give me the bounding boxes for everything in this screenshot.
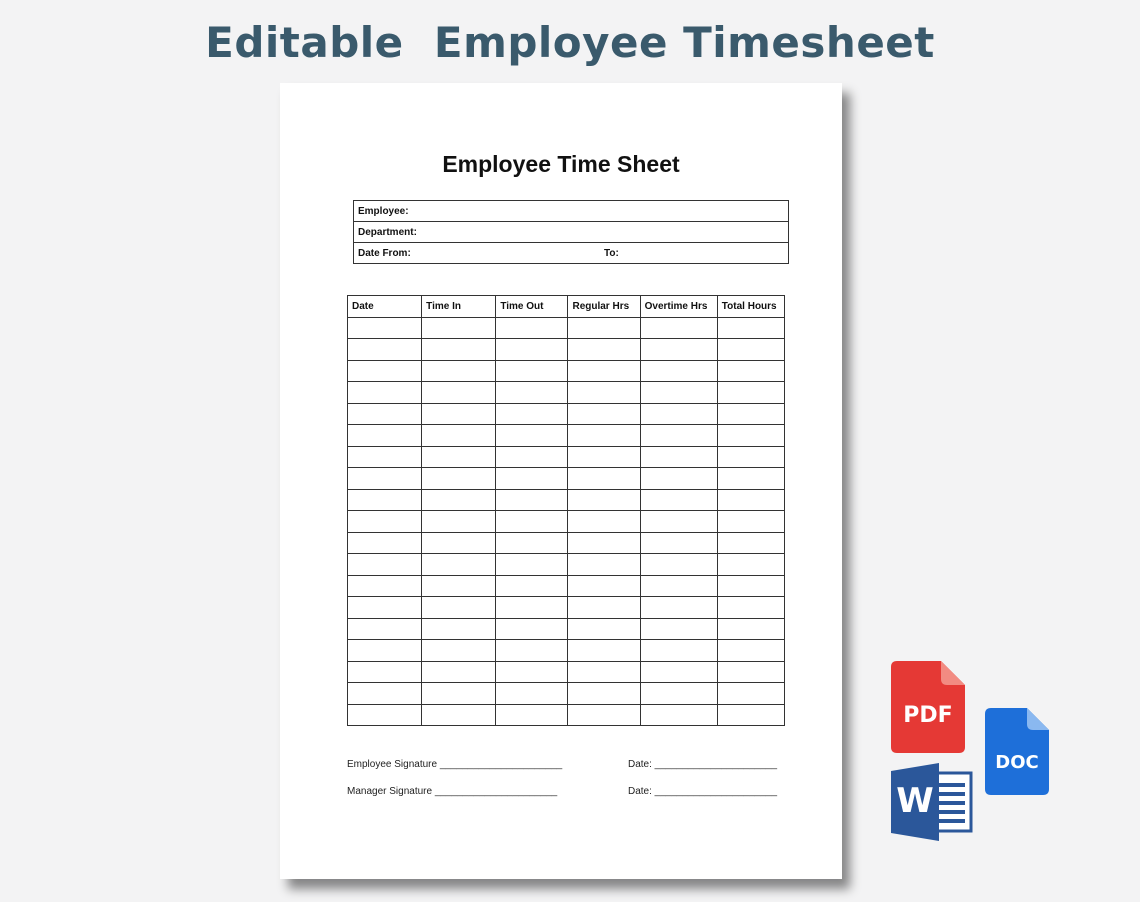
banner-title: Editable Employee Timesheet [205, 18, 935, 67]
table-cell[interactable] [717, 661, 784, 683]
table-row [348, 489, 785, 511]
employee-signature-line[interactable]: Employee Signature ______________________ [347, 759, 563, 770]
table-cell[interactable] [717, 683, 784, 705]
table-cell[interactable] [717, 446, 784, 468]
table-cell[interactable] [496, 554, 568, 576]
table-cell[interactable] [640, 317, 717, 339]
table-cell[interactable] [640, 554, 717, 576]
table-cell[interactable] [568, 425, 640, 447]
table-cell[interactable] [422, 661, 496, 683]
table-cell[interactable] [496, 425, 568, 447]
table-cell[interactable] [717, 339, 784, 361]
doc-file-icon [985, 708, 1049, 795]
table-cell[interactable] [348, 532, 422, 554]
table-row [348, 554, 785, 576]
table-cell[interactable] [640, 403, 717, 425]
table-cell[interactable] [717, 575, 784, 597]
table-cell[interactable] [568, 532, 640, 554]
table-cell[interactable] [640, 511, 717, 533]
table-cell[interactable] [568, 683, 640, 705]
table-cell[interactable] [717, 597, 784, 619]
to-label: To: [604, 248, 619, 259]
table-cell[interactable] [348, 339, 422, 361]
table-cell[interactable] [496, 382, 568, 404]
table-cell[interactable] [640, 575, 717, 597]
table-cell[interactable] [640, 597, 717, 619]
date-range-field[interactable] [354, 243, 789, 264]
table-cell[interactable] [422, 683, 496, 705]
table-cell[interactable] [496, 360, 568, 382]
table-cell[interactable] [496, 468, 568, 490]
table-cell[interactable] [348, 446, 422, 468]
table-cell[interactable] [717, 511, 784, 533]
employee-info-table [353, 200, 789, 264]
table-cell[interactable] [348, 317, 422, 339]
table-cell[interactable] [640, 532, 717, 554]
table-cell[interactable] [568, 339, 640, 361]
column-header-time-in: Time In [422, 296, 496, 318]
table-cell[interactable] [422, 704, 496, 726]
table-cell[interactable] [422, 382, 496, 404]
table-cell[interactable] [568, 489, 640, 511]
department-row [354, 222, 789, 243]
timesheet-document [280, 83, 842, 879]
table-row [348, 446, 785, 468]
table-cell[interactable] [422, 511, 496, 533]
table-cell[interactable] [640, 468, 717, 490]
table-cell[interactable] [568, 704, 640, 726]
table-row [348, 360, 785, 382]
time-entries-table [347, 295, 785, 726]
table-cell[interactable] [348, 489, 422, 511]
table-cell[interactable] [640, 382, 717, 404]
column-header-date: Date [348, 296, 422, 318]
table-cell[interactable] [496, 597, 568, 619]
table-cell[interactable] [640, 704, 717, 726]
table-cell[interactable] [717, 489, 784, 511]
table-cell[interactable] [422, 317, 496, 339]
table-cell[interactable] [717, 425, 784, 447]
table-row [348, 597, 785, 619]
table-cell[interactable] [568, 446, 640, 468]
table-cell[interactable] [568, 575, 640, 597]
word-app-icon [891, 763, 973, 841]
table-row [348, 511, 785, 533]
table-cell[interactable] [348, 554, 422, 576]
table-row [348, 317, 785, 339]
table-cell[interactable] [717, 618, 784, 640]
word-letter: W [896, 781, 934, 821]
table-cell[interactable] [568, 618, 640, 640]
table-cell[interactable] [568, 317, 640, 339]
table-cell[interactable] [348, 425, 422, 447]
column-header-overtime-hrs: Overtime Hrs [640, 296, 717, 318]
table-cell[interactable] [348, 403, 422, 425]
table-cell[interactable] [496, 683, 568, 705]
table-cell[interactable] [348, 468, 422, 490]
table-row [348, 468, 785, 490]
manager-signature-line[interactable]: Manager Signature ______________________ [347, 786, 558, 797]
time-entries-body [348, 317, 785, 726]
employee-signature-date[interactable]: Date: ______________________ [628, 759, 778, 770]
table-cell[interactable] [640, 360, 717, 382]
pdf-file-icon [891, 661, 965, 753]
table-row [348, 640, 785, 662]
table-cell[interactable] [422, 425, 496, 447]
table-cell[interactable] [717, 403, 784, 425]
table-cell[interactable] [348, 618, 422, 640]
date-range-row [354, 243, 789, 264]
table-cell[interactable] [496, 575, 568, 597]
table-cell[interactable] [496, 704, 568, 726]
table-row [348, 403, 785, 425]
table-cell[interactable] [422, 446, 496, 468]
column-header-total-hours: Total Hours [717, 296, 784, 318]
table-cell[interactable] [568, 382, 640, 404]
table-cell[interactable] [496, 618, 568, 640]
table-cell[interactable] [568, 554, 640, 576]
table-cell[interactable] [422, 640, 496, 662]
table-cell[interactable] [496, 661, 568, 683]
document-title: Employee Time Sheet [442, 151, 680, 177]
table-cell[interactable] [568, 597, 640, 619]
date-from-label: Date From: [358, 247, 411, 259]
table-cell[interactable] [348, 575, 422, 597]
table-cell[interactable] [348, 640, 422, 662]
table-cell[interactable] [717, 317, 784, 339]
table-row [348, 618, 785, 640]
table-cell[interactable] [496, 317, 568, 339]
table-cell[interactable] [717, 554, 784, 576]
table-cell[interactable] [422, 597, 496, 619]
table-cell[interactable] [568, 511, 640, 533]
table-cell[interactable] [496, 489, 568, 511]
table-cell[interactable] [717, 382, 784, 404]
table-cell[interactable] [568, 661, 640, 683]
employee-field[interactable] [354, 201, 789, 222]
table-cell[interactable] [348, 683, 422, 705]
table-cell[interactable] [422, 360, 496, 382]
employee-row [354, 201, 789, 222]
employee-label: Employee: [358, 205, 409, 217]
table-cell[interactable] [717, 468, 784, 490]
table-cell[interactable] [348, 704, 422, 726]
table-cell[interactable] [717, 640, 784, 662]
table-cell[interactable] [422, 554, 496, 576]
table-cell[interactable] [348, 661, 422, 683]
doc-label: DOC [995, 752, 1039, 773]
table-cell[interactable] [568, 360, 640, 382]
table-cell[interactable] [717, 704, 784, 726]
table-cell[interactable] [496, 532, 568, 554]
table-cell[interactable] [640, 640, 717, 662]
table-cell[interactable] [640, 339, 717, 361]
department-field[interactable] [354, 222, 789, 243]
column-header-regular-hrs: Regular Hrs [568, 296, 640, 318]
table-row [348, 339, 785, 361]
table-header-row [348, 296, 785, 318]
table-cell[interactable] [640, 425, 717, 447]
table-cell[interactable] [496, 511, 568, 533]
table-row [348, 704, 785, 726]
pdf-label: PDF [903, 703, 953, 728]
table-cell[interactable] [717, 532, 784, 554]
table-cell[interactable] [422, 468, 496, 490]
table-cell[interactable] [568, 403, 640, 425]
table-cell[interactable] [640, 661, 717, 683]
manager-signature-date[interactable]: Date: ______________________ [628, 786, 778, 797]
table-cell[interactable] [496, 640, 568, 662]
table-cell[interactable] [640, 489, 717, 511]
table-cell[interactable] [640, 446, 717, 468]
table-row [348, 661, 785, 683]
table-cell[interactable] [496, 339, 568, 361]
table-cell[interactable] [496, 403, 568, 425]
table-cell[interactable] [717, 360, 784, 382]
table-cell[interactable] [422, 339, 496, 361]
table-cell[interactable] [568, 640, 640, 662]
table-cell[interactable] [348, 597, 422, 619]
department-label: Department: [358, 226, 417, 238]
table-row [348, 575, 785, 597]
table-cell[interactable] [422, 532, 496, 554]
table-cell[interactable] [422, 575, 496, 597]
table-cell[interactable] [422, 489, 496, 511]
table-cell[interactable] [422, 403, 496, 425]
table-cell[interactable] [640, 683, 717, 705]
table-row [348, 683, 785, 705]
column-header-time-out: Time Out [496, 296, 568, 318]
table-cell[interactable] [348, 511, 422, 533]
table-cell[interactable] [348, 382, 422, 404]
table-cell[interactable] [640, 618, 717, 640]
table-cell[interactable] [348, 360, 422, 382]
table-cell[interactable] [568, 468, 640, 490]
table-row [348, 425, 785, 447]
table-row [348, 532, 785, 554]
table-cell[interactable] [496, 446, 568, 468]
table-row [348, 382, 785, 404]
table-cell[interactable] [422, 618, 496, 640]
